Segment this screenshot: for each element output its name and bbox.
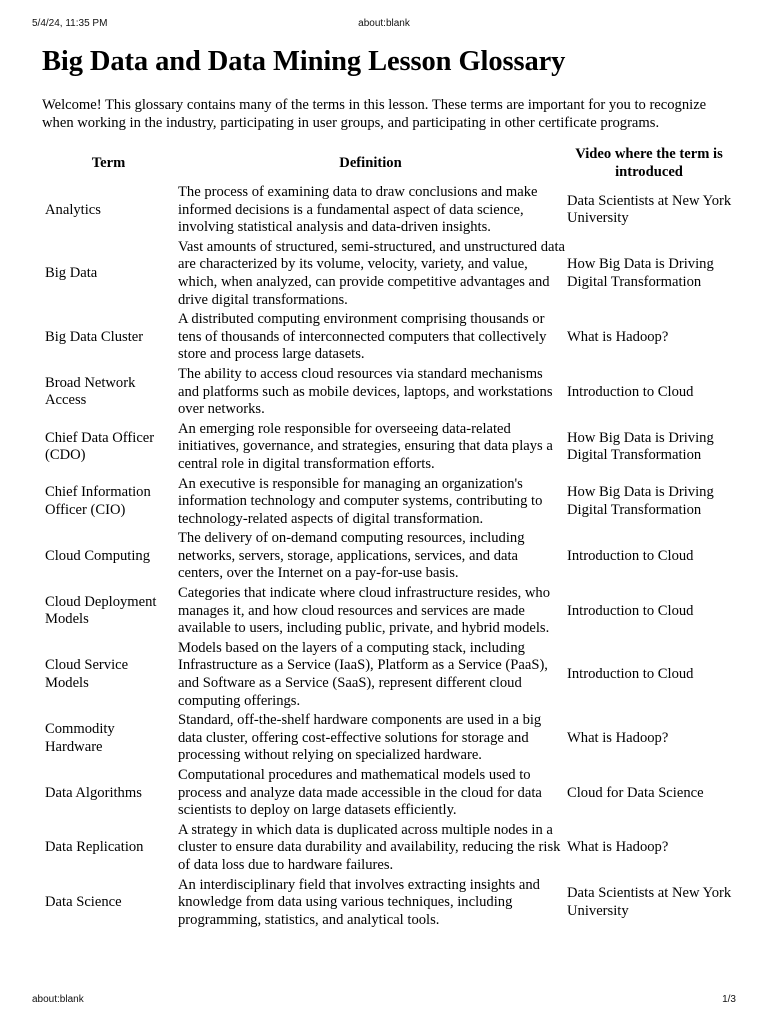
term-cell: Commodity Hardware <box>45 721 115 755</box>
definition-cell: A strategy in which data is duplicated across multiple nodes in a cluster to ensure data durability and availability, reducing the risk of data loss due to hardware failures. <box>178 821 561 873</box>
term-cell: Chief Data Officer (CDO) <box>45 429 155 464</box>
column-header-video: Video where the term is introduced <box>575 146 723 180</box>
term-cell: Broad Network Access <box>45 374 136 409</box>
glossary-body <box>42 183 732 930</box>
term-cell: Big Data Cluster <box>45 328 144 345</box>
definition-cell: An emerging role responsible for overseeing data-related initiatives, governance, and strategies, ensuring that data plays a central role in digital transformation efforts. <box>178 420 553 472</box>
table-row <box>42 365 732 420</box>
video-cell: Data Scientists at New York University <box>567 885 732 919</box>
page-indicator: 1/3 <box>722 994 736 1005</box>
video-cell: Data Scientists at New York University <box>567 192 732 227</box>
definition-cell: The ability to access cloud resources via standard mechanisms and platforms such as mobile devices, laptops, and workstations over networks. <box>178 365 553 418</box>
video-cell: Introduction to Cloud <box>567 602 694 619</box>
term-cell: Chief Information Officer (CIO) <box>45 484 151 518</box>
definition-cell: Standard, off-the-shelf hardware components are used in a big data cluster, offering cost-effective solutions for storage and processing without relying on specialized hardware. <box>178 712 542 764</box>
table-row <box>42 475 732 530</box>
term-cell: Data Algorithms <box>45 784 142 801</box>
table-row <box>42 183 732 238</box>
table-row <box>42 420 732 475</box>
column-header-definition: Definition <box>339 155 402 172</box>
print-footer <box>32 994 736 1008</box>
video-cell: What is Hadoop? <box>567 328 669 345</box>
video-cell: How Big Data is Driving Digital Transformation <box>567 429 714 464</box>
definition-cell: Models based on the layers of a computing stack, including Infrastructure as a Service (IaaS), Platform as a Service (PaaS), and Software as a Service (SaaS), represent different cloud computing offerings. <box>178 639 548 709</box>
table-header-row <box>42 145 732 183</box>
table-row <box>42 711 732 766</box>
table-row <box>42 766 732 821</box>
definition-cell: Categories that indicate where cloud infrastructure resides, who manages it, and how cloud resources and services are made available to users, including public, private, and hybrid models. <box>178 585 551 637</box>
term-cell: Analytics <box>45 201 101 218</box>
definition-cell: Computational procedures and mathematical models used to process and analyze data made accessible in the cloud for data scientists to deploy on large datasets efficiently. <box>178 767 542 819</box>
column-header-term: Term <box>91 155 126 172</box>
definition-cell: The delivery of on-demand computing resources, including networks, servers, storage, applications, services, and data centers, over the Internet on a pay-for-use basis. <box>178 530 525 582</box>
video-cell: What is Hadoop? <box>567 839 669 856</box>
video-cell: What is Hadoop? <box>567 729 669 746</box>
table-row <box>42 821 732 876</box>
table-row <box>42 876 732 931</box>
video-cell: Cloud for Data Science <box>567 784 704 801</box>
page-title: Big Data and Data Mining Lesson Glossary <box>42 46 566 77</box>
definition-cell: An interdisciplinary field that involves extracting insights and knowledge from data using various techniques, including programming, statistics, and analytical tools. <box>178 876 540 928</box>
print-datetime: 5/4/24, 11:35 PM <box>32 18 108 29</box>
video-cell: Introduction to Cloud <box>567 666 694 683</box>
term-cell: Data Replication <box>45 839 144 856</box>
definition-cell: A distributed computing environment comprising thousands or tens of thousands of interconnected computers that collectively store and process large datasets. <box>178 311 547 363</box>
video-cell: Introduction to Cloud <box>567 547 694 564</box>
table-row <box>42 310 732 365</box>
document-content <box>42 44 732 930</box>
term-cell: Cloud Computing <box>45 547 151 564</box>
table-row <box>42 584 732 639</box>
table-row <box>42 529 732 584</box>
table-row <box>42 639 732 711</box>
intro-paragraph: Welcome! This glossary contains many of the terms in this lesson. These terms are important for you to recognize when working in the industry, participating in user groups, and participating in other certificate programs. <box>42 97 707 131</box>
table-row <box>42 238 732 310</box>
definition-cell: The process of examining data to draw conclusions and make informed decisions is a fundamental aspect of data science, involving statistical analysis and data-driven insights. <box>178 184 538 236</box>
print-header <box>32 18 736 32</box>
term-cell: Big Data <box>45 265 98 282</box>
footer-url: about:blank <box>32 994 84 1005</box>
term-cell: Cloud Service Models <box>45 657 129 692</box>
glossary-table <box>42 145 732 930</box>
video-cell: How Big Data is Driving Digital Transformation <box>567 256 714 290</box>
definition-cell: Vast amounts of structured, semi-structured, and unstructured data are characterized by its volume, velocity, variety, and value, which, when analyzed, can provide competitive advantages and drive digital transformations. <box>178 238 566 308</box>
definition-cell: An executive is responsible for managing an organization's information technology and computer systems, contributing to technology-related aspects of digital transformation. <box>178 475 543 527</box>
video-cell: How Big Data is Driving Digital Transformation <box>567 484 714 518</box>
print-page-url: about:blank <box>358 18 410 29</box>
video-cell: Introduction to Cloud <box>567 383 694 400</box>
term-cell: Data Science <box>45 894 122 911</box>
term-cell: Cloud Deployment Models <box>45 593 157 628</box>
